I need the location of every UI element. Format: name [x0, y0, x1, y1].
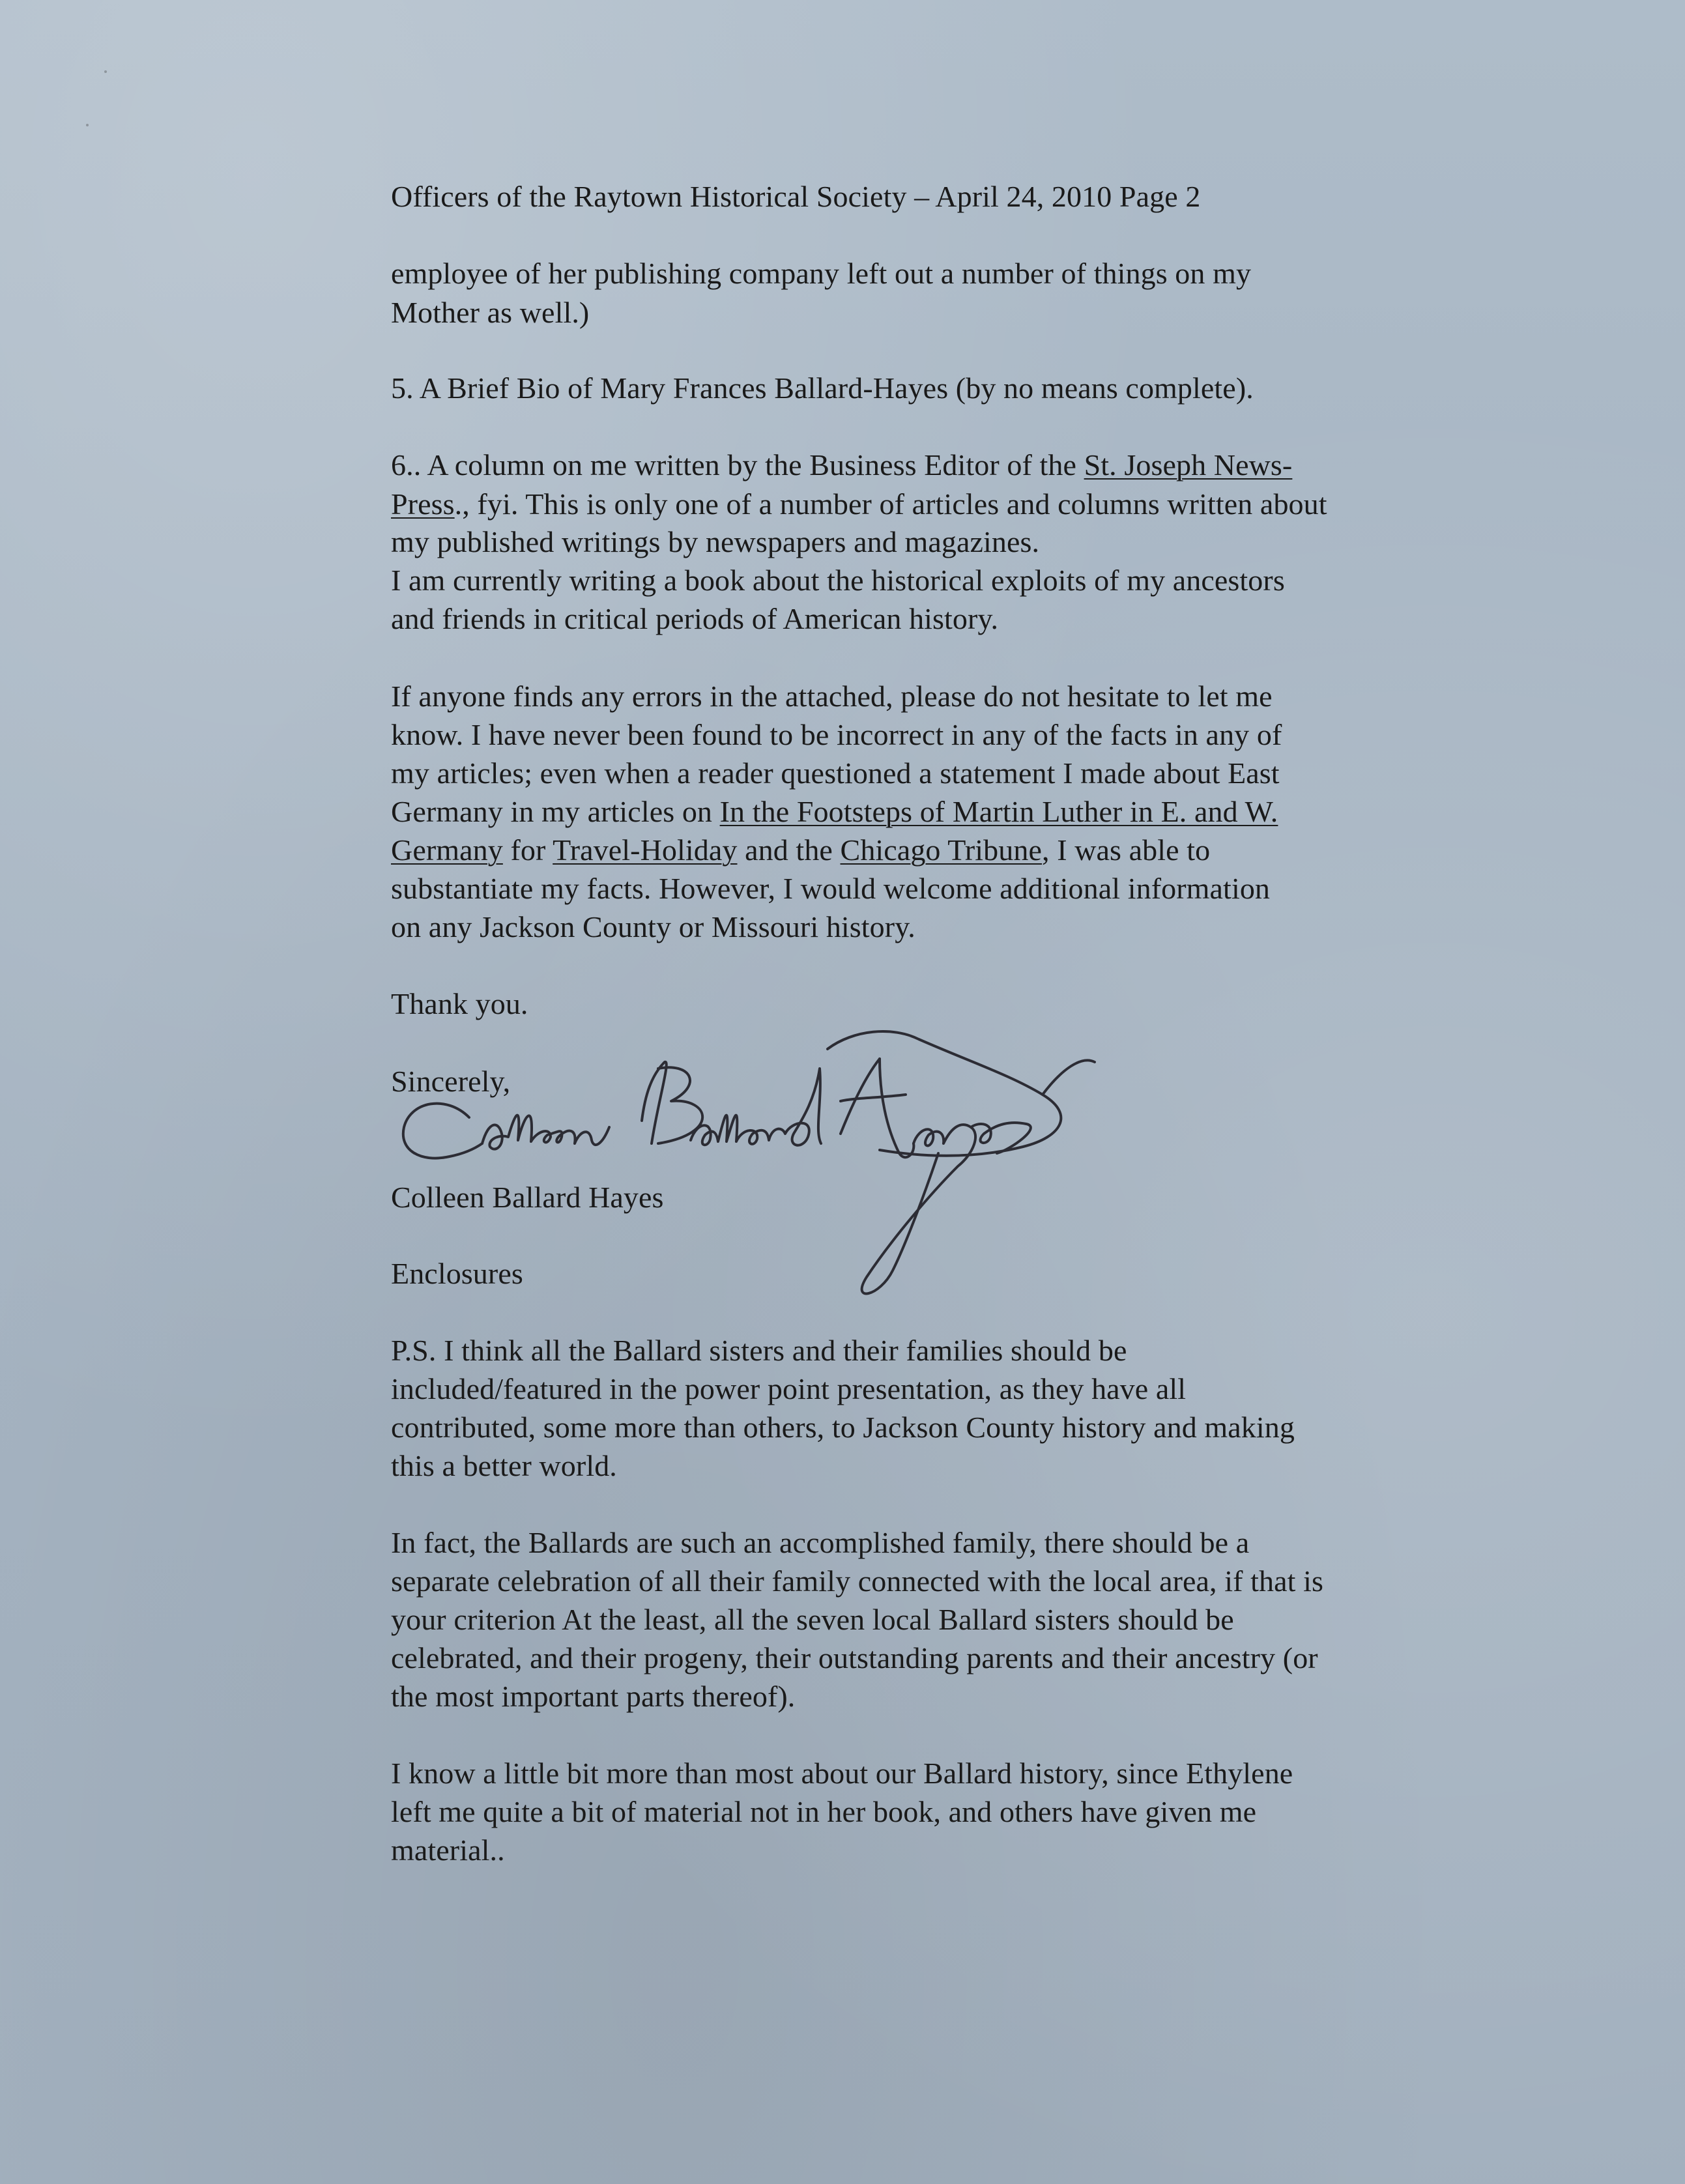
text-line: included/featured in the power point presentation, as they have all: [391, 1372, 1187, 1405]
text-line: contributed, some more than others, to Jackson County history and making: [391, 1411, 1295, 1444]
text-line: my published writings by newspapers and magazines.: [391, 525, 1040, 558]
text-line: and friends in critical periods of American history.: [391, 602, 999, 635]
text-line: material..: [391, 1833, 505, 1867]
text-line: your criterion At the least, all the seven local Ballard sisters should be: [391, 1603, 1234, 1636]
text-line: If anyone finds any errors in the attached, please do not hesitate to let me: [391, 680, 1273, 713]
sincerely: Sincerely,: [391, 1065, 511, 1098]
text-line: left me quite a bit of material not in her book, and others have given me: [391, 1795, 1257, 1828]
text-line: Germany for Travel-Holiday and the Chicago Tribune, I was able to: [391, 833, 1211, 867]
text-line: this a better world.: [391, 1449, 617, 1482]
text-line: know. I have never been found to be incorrect in any of the facts in any of: [391, 718, 1282, 751]
text-line: my articles; even when a reader questioned a statement I made about East: [391, 756, 1280, 790]
text-line: Germany in my articles on In the Footsteps of Martin Luther in E. and W.: [391, 795, 1278, 828]
text-line: I am currently writing a book about the historical exploits of my ancestors: [391, 564, 1285, 597]
publication-title: Travel-Holiday: [553, 833, 738, 867]
list-item-6: 6.. A column on me written by the Business Editor of the St. Joseph News-: [391, 448, 1293, 481]
publication-title: Press: [391, 487, 455, 521]
enclosures: Enclosures: [391, 1257, 523, 1290]
text-line: celebrated, and their progeny, their outstanding parents and their ancestry (or: [391, 1641, 1318, 1674]
article-title: In the Footsteps of Martin Luther in E. and W.: [719, 795, 1278, 828]
text-line: In fact, the Ballards are such an accomplished family, there should be a: [391, 1526, 1250, 1559]
text-line: employee of her publishing company left out a number of things on my: [391, 257, 1252, 290]
thank-you: Thank you.: [391, 987, 528, 1020]
text-line: separate celebration of all their family connected with the local area, if that is: [391, 1564, 1324, 1598]
text-line: I know a little bit more than most about our Ballard history, since Ethylene: [391, 1757, 1293, 1790]
text-line: Mother as well.): [391, 296, 590, 329]
text-line: P.S. I think all the Ballard sisters and their families should be: [391, 1334, 1127, 1367]
paper-speck: [104, 70, 107, 73]
text-line: substantiate my facts. However, I would welcome additional information: [391, 872, 1271, 905]
signer-name: Colleen Ballard Hayes: [391, 1181, 664, 1214]
text-line: on any Jackson County or Missouri history.: [391, 910, 915, 943]
text-line: the most important parts thereof).: [391, 1680, 796, 1713]
page-header: Officers of the Raytown Historical Society – April 24, 2010 Page 2: [391, 180, 1201, 213]
article-title: Germany: [391, 833, 503, 867]
list-item-5: 5. A Brief Bio of Mary Frances Ballard-Hayes (by no means complete).: [391, 371, 1254, 405]
text-line: Press., fyi. This is only one of a number of articles and columns written about: [391, 487, 1327, 521]
handwritten-signature: [384, 1023, 1231, 1323]
publication-title: Chicago Tribune: [840, 833, 1042, 867]
paper-speck: [86, 124, 89, 126]
publication-title: St. Joseph News-: [1084, 448, 1293, 481]
